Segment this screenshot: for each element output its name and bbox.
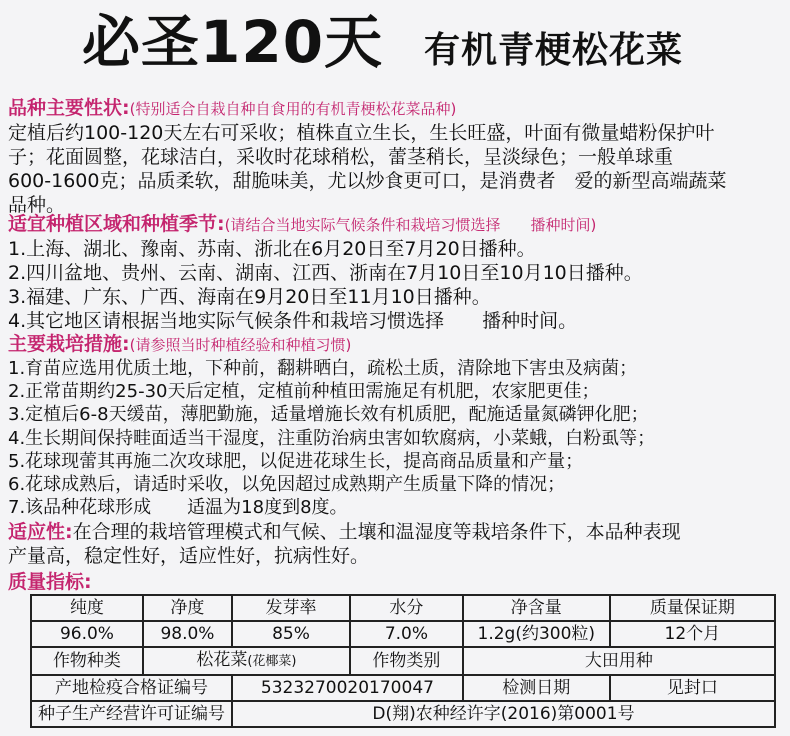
table-row xyxy=(31,701,775,727)
region-line: 3.福建、广东、广西、海南在9月20日至11月10日播种。 xyxy=(8,286,491,308)
traits-line: 品种。 xyxy=(8,194,66,216)
quality-heading: 质量指标: xyxy=(8,571,92,593)
traits-line: 定植后约100-120天左右可采收；植株直立生长，生长旺盛，叶面有微量蜡粉保护叶 xyxy=(8,122,715,144)
table-row xyxy=(31,621,775,647)
crop-value: 松花菜 xyxy=(196,650,248,670)
label-cell: 检测日期 xyxy=(463,675,610,701)
traits-line: 子；花面圆整，花球洁白，采收时花球稍松，蕾茎稍长，呈淡绿色；一般单球重 xyxy=(8,146,674,168)
value-cell: 大田用种 xyxy=(463,647,775,675)
region-line: 2.四川盆地、贵州、云南、湖南、江西、浙南在7月10日至10月10日播种。 xyxy=(8,262,643,284)
traits-line: 600-1600克；品质柔软，甜脆味美，尤以炒食更可口，是消费者 爱的新型高端蔬菜 xyxy=(8,170,727,192)
value-cell: 5323270020170047 xyxy=(232,675,463,701)
cultivation-step: 6.花球成熟后，请适时采收，以免因超过成熟期产生质量下降的情况； xyxy=(8,474,566,496)
label-cell: 种子生产经营许可证编号 xyxy=(31,701,232,727)
value-cell: 98.0% xyxy=(143,621,232,647)
cultivation-step: 7.该品种花球形成 适温为18度到8度。 xyxy=(8,497,348,519)
cultivation-step: 1.育苗应选用优质土地，下种前，翻耕晒白，疏松土质，清除地下害虫及病菌； xyxy=(8,358,638,379)
value-cell: D(翔)农种经许字(2016)第0001号 xyxy=(232,701,775,727)
regions-note: (请结合当地实际气候条件和栽培习惯选择 播种时间) xyxy=(224,216,597,234)
value-cell: 1.2g(约300粒) xyxy=(463,621,610,647)
cultivation-heading: 主要栽培措施: xyxy=(8,333,130,355)
adaptability-heading: 适应性: xyxy=(8,521,73,543)
regions-heading: 适宜种植区域和种植季节: xyxy=(8,213,225,235)
label-cell: 产地检疫合格证编号 xyxy=(31,675,232,701)
header-cell: 净含量 xyxy=(463,595,610,621)
value-cell xyxy=(143,647,350,675)
cultivation-step: 2.正常苗期约25-30天后定植，定植前种植田需施足有机肥，农家肥更佳； xyxy=(8,381,600,403)
label-cell: 作物种类 xyxy=(31,647,143,675)
region-line: 1.上海、湖北、豫南、苏南、浙北在6月20日至7月20日播种。 xyxy=(8,238,536,260)
cultivation-step: 4.生长期间保持畦面适当干湿度，注重防治病虫害如软腐病，小菜蛾，白粉虱等； xyxy=(8,427,656,449)
adaptability-line: 产量高，稳定性好，适应性好，抗病性好。 xyxy=(8,545,370,567)
adaptability-section xyxy=(8,520,786,568)
value-cell: 85% xyxy=(232,621,350,647)
value-cell: 见封口 xyxy=(610,675,775,701)
traits-heading: 品种主要性状: xyxy=(8,97,130,119)
product-title: 必圣120天 xyxy=(82,8,384,76)
value-cell: 7.0% xyxy=(350,621,463,647)
cultivation-note: (请参照当时种植经验和种植习惯) xyxy=(129,336,352,354)
table-row xyxy=(31,647,775,675)
value-cell: 12个月 xyxy=(610,621,775,647)
header-cell: 净度 xyxy=(143,595,232,621)
crop-value-note: (花椰菜) xyxy=(247,654,297,669)
quality-heading-wrap xyxy=(8,570,786,594)
traits-note: (特别适合自栽自种自食用的有机青梗松花菜品种) xyxy=(129,100,457,118)
cultivation-step: 3.定植后6-8天缓苗，薄肥勤施，适量增施长效有机质肥，配施适量氮磷钾化肥； xyxy=(8,404,649,426)
value-cell: 96.0% xyxy=(31,621,143,647)
quality-table xyxy=(30,594,776,728)
header-cell: 水分 xyxy=(350,595,463,621)
header-cell: 发芽率 xyxy=(232,595,350,621)
region-line: 4.其它地区请根据当地实际气候条件和栽培习惯选择 播种时间。 xyxy=(8,310,578,332)
label-cell: 作物类别 xyxy=(350,647,463,675)
header xyxy=(0,0,790,88)
table-row xyxy=(31,675,775,701)
traits-section xyxy=(8,96,786,217)
cultivation-step: 5.花球现蕾其再施二次攻球肥，以促进花球生长，提高商品质量和产量； xyxy=(8,450,584,472)
adaptability-line: 在合理的栽培管理模式和气候、土壤和温湿度等栽培条件下，本品种表现 xyxy=(72,521,681,543)
cultivation-section xyxy=(8,332,786,519)
table-row xyxy=(31,595,775,621)
header-cell: 纯度 xyxy=(31,595,143,621)
product-subtitle: 有机青梗松花菜 xyxy=(424,30,684,71)
regions-section xyxy=(8,212,786,333)
header-cell: 质量保证期 xyxy=(610,595,775,621)
